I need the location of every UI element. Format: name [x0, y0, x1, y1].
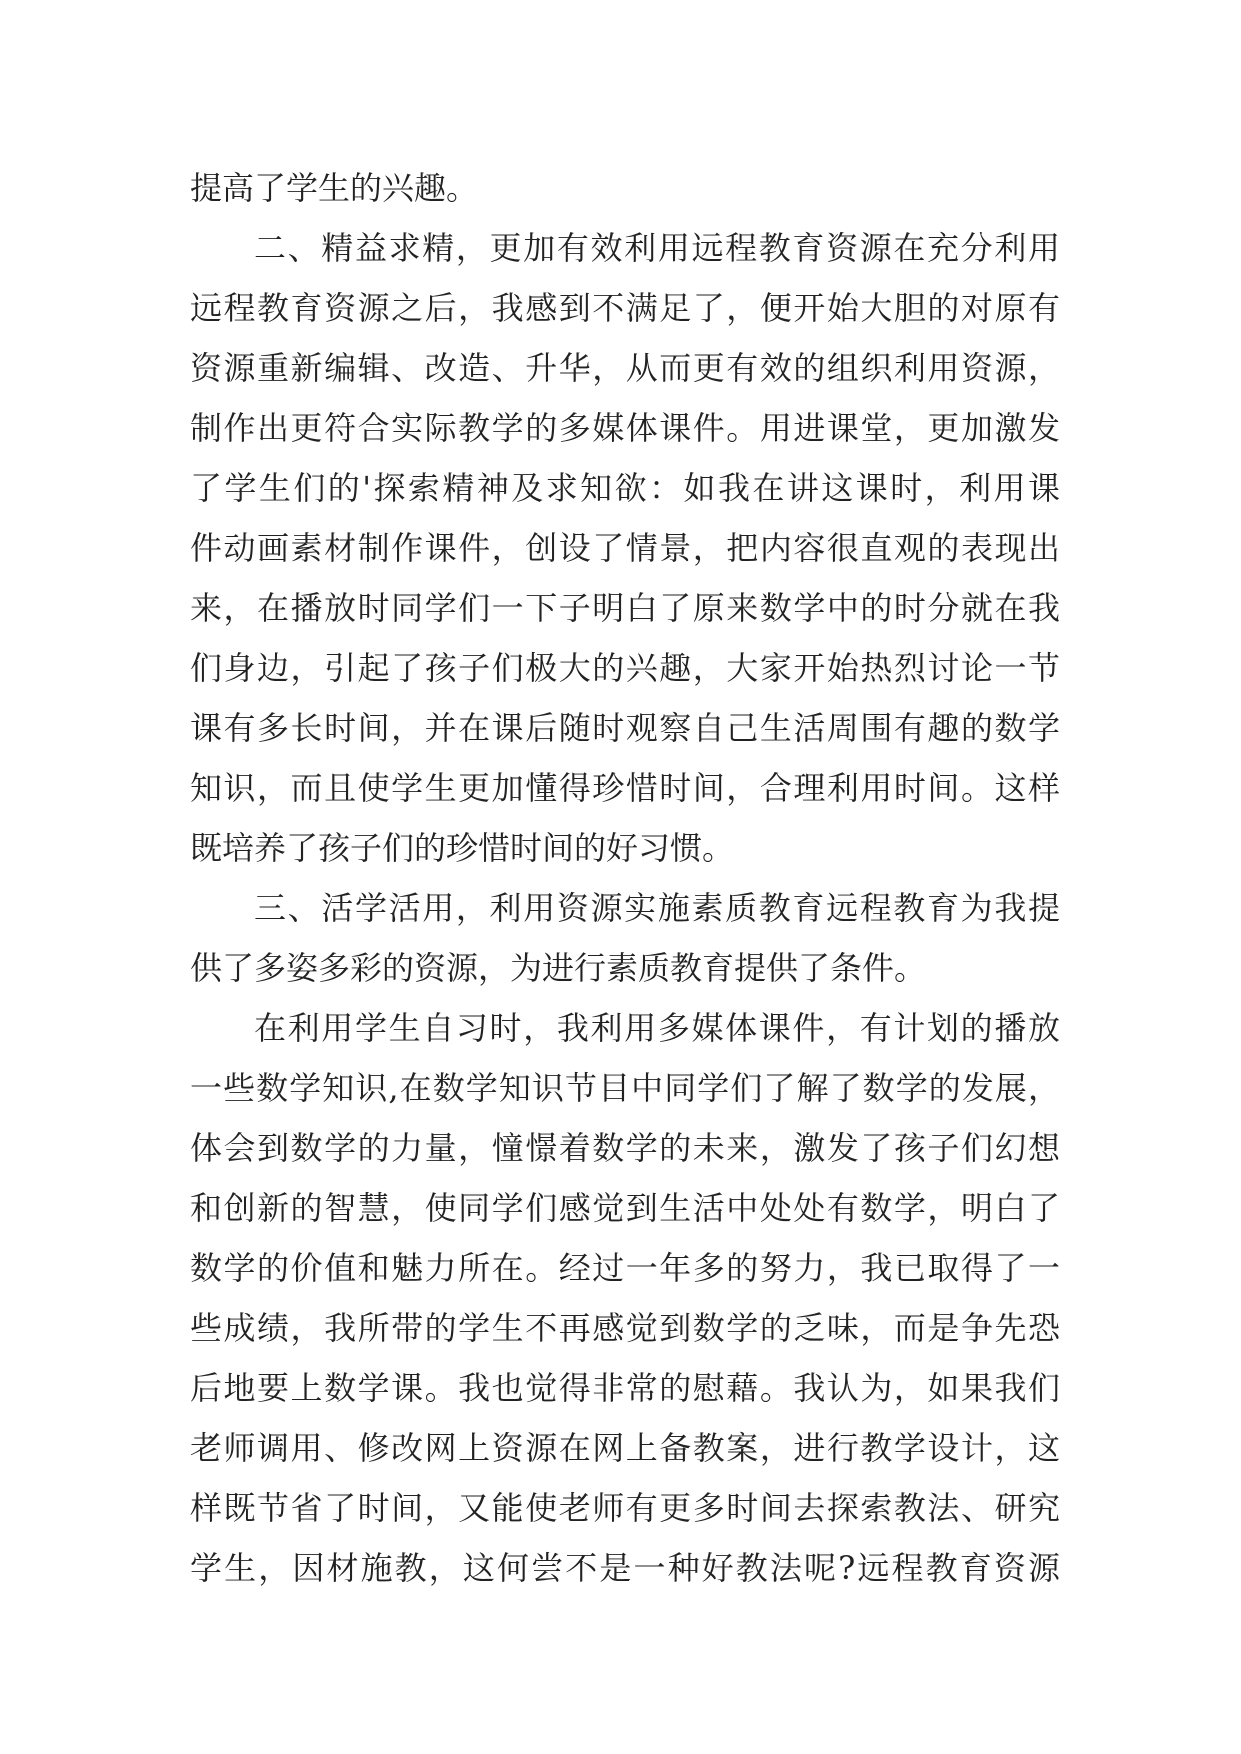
text-line: 学生，因材施教，这何尝不是一种好教法呢?远程教育资源 — [190, 1549, 1060, 1587]
text-line: 课有多长时间，并在课后随时观察自己生活周围有趣的数学 — [190, 709, 1060, 747]
text-line: 和创新的智慧，使同学们感觉到生活中处处有数学，明白了 — [190, 1189, 1060, 1227]
text-line: 些成绩，我所带的学生不再感觉到数学的乏味，而是争先恐 — [190, 1309, 1060, 1347]
document-body — [190, 158, 1060, 1598]
text-line: 样既节省了时间，又能使老师有更多时间去探索教法、研究 — [190, 1489, 1060, 1527]
paragraph-heading-line: 二、精益求精，更加有效利用远程教育资源在充分利用 — [254, 229, 1060, 267]
paragraph-heading-line: 三、活学活用，利用资源实施素质教育远程教育为我提 — [254, 889, 1060, 927]
text-line: 们身边，引起了孩子们极大的兴趣，大家开始热烈讨论一节 — [190, 649, 1060, 687]
paragraph-first-line: 在利用学生自习时，我利用多媒体课件，有计划的播放 — [254, 1009, 1060, 1047]
text-line: 知识，而且使学生更加懂得珍惜时间，合理利用时间。这样 — [190, 769, 1060, 807]
text-line: 一些数学知识,在数学知识节目中同学们了解了数学的发展， — [190, 1069, 1060, 1107]
text-line: 制作出更符合实际教学的多媒体课件。用进课堂，更加激发 — [190, 409, 1060, 447]
text-line: 了学生们的'探索精神及求知欲：如我在讲这课时，利用课 — [190, 469, 1060, 507]
text-line: 资源重新编辑、改造、升华，从而更有效的组织利用资源， — [190, 349, 1060, 387]
text-line: 件动画素材制作课件，创设了情景，把内容很直观的表现出 — [190, 529, 1060, 567]
text-line: 供了多姿多彩的资源，为进行素质教育提供了条件。 — [190, 949, 927, 987]
text-line: 老师调用、修改网上资源在网上备教案，进行教学设计，这 — [190, 1429, 1060, 1467]
text-line: 提高了学生的兴趣。 — [190, 169, 479, 207]
text-line: 数学的价值和魅力所在。经过一年多的努力，我已取得了一 — [190, 1249, 1060, 1287]
text-line: 体会到数学的力量，憧憬着数学的未来，激发了孩子们幻想 — [190, 1129, 1060, 1167]
text-line: 远程教育资源之后，我感到不满足了，便开始大胆的对原有 — [190, 289, 1060, 327]
text-line: 后地要上数学课。我也觉得非常的慰藉。我认为，如果我们 — [190, 1369, 1060, 1407]
text-line: 既培养了孩子们的珍惜时间的好习惯。 — [190, 829, 735, 867]
text-line: 来，在播放时同学们一下子明白了原来数学中的时分就在我 — [190, 589, 1060, 627]
